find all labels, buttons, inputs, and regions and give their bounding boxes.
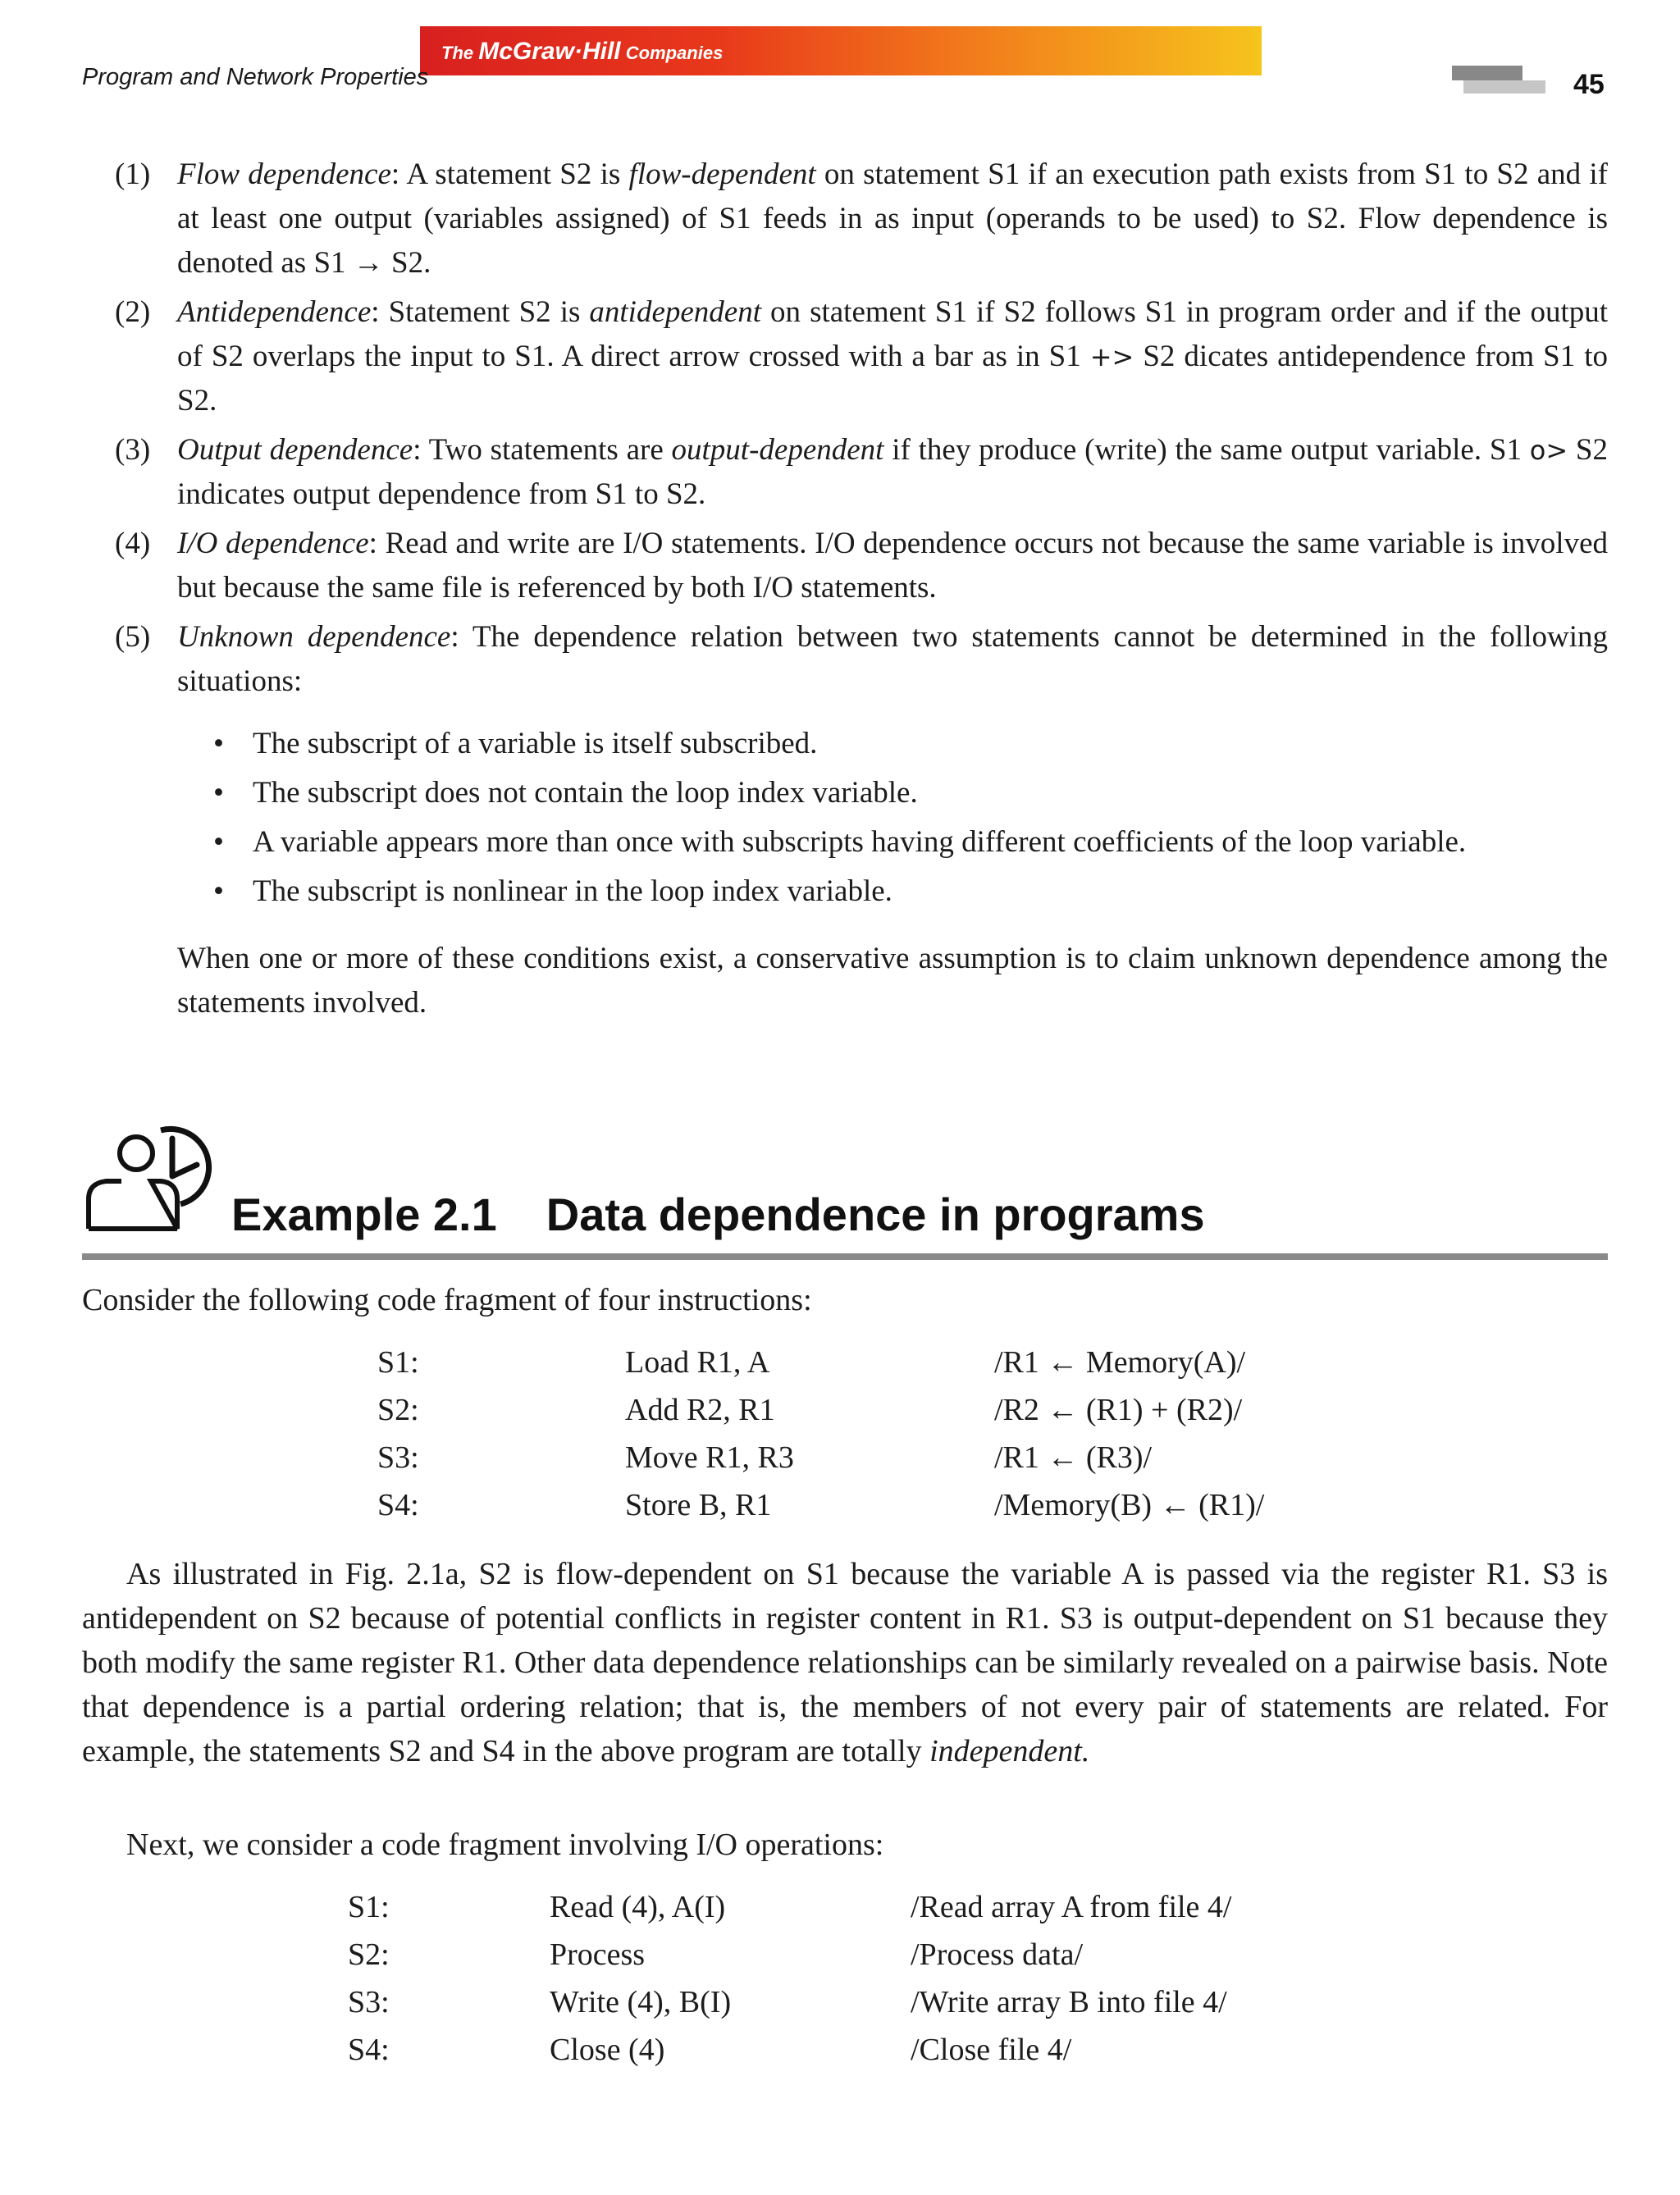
definition-term: Unknown dependence xyxy=(177,620,451,654)
code-comment: /R1 ← (R3)/ xyxy=(994,1440,1153,1475)
instruction: Read (4), A(I) xyxy=(550,1890,726,1924)
statement-label: S4: xyxy=(348,2033,390,2067)
instruction: Write (4), B(I) xyxy=(550,1985,732,2019)
definition-emphasis: flow-dependent xyxy=(628,157,816,191)
closing-paragraph: When one or more of these conditions exist, a conservative assumption is to claim unknown dependence among the statements involved. xyxy=(177,942,1608,1020)
definition-text: : Statement S2 is xyxy=(371,295,590,329)
brand-name: McGraw·Hill xyxy=(478,38,621,65)
definition-text: on statement S1 if an execution path exists from S1 to S2 and if at least one output (variables assigned) of S1 feeds in as input (operands to be used) to S2. Flow dependence is denoted as S1 → S2. xyxy=(177,157,1609,280)
code-row xyxy=(377,1481,1362,1529)
definition-text: S2 indicates output dependence from S1 to S2. xyxy=(177,433,1608,511)
example-number: Example 2.1 xyxy=(231,1189,497,1240)
brand-small: The xyxy=(441,43,474,63)
unknown-dependence-conditions xyxy=(177,722,1608,914)
page-tab-mark xyxy=(1452,66,1555,97)
definition-term: Flow dependence xyxy=(177,157,391,191)
code-row xyxy=(348,2026,1332,2074)
code-fragment-io xyxy=(348,1883,1332,2074)
instruction: Store B, R1 xyxy=(625,1488,772,1522)
example-heading xyxy=(231,1188,1205,1241)
example-divider xyxy=(82,1253,1608,1260)
statement-label: S1: xyxy=(377,1345,419,1380)
list-item-text: The subscript of a variable is itself subscribed. xyxy=(253,727,818,760)
definition-number: (1) xyxy=(115,157,151,191)
definition-number: (5) xyxy=(115,620,151,654)
code-row xyxy=(348,1931,1332,1978)
instruction: Process xyxy=(550,1937,646,1972)
definition-text: : Two statements are xyxy=(413,433,672,467)
definition-flow xyxy=(115,153,1608,285)
code-row xyxy=(348,1978,1332,2026)
brand-suffix: Companies xyxy=(625,43,724,63)
example-title: Data dependence in programs xyxy=(546,1189,1205,1240)
list-item-text: A variable appears more than once with subscripts having different coefficients of the loop variable. xyxy=(253,825,1467,859)
definition-anti xyxy=(115,290,1608,423)
instruction: Add R2, R1 xyxy=(625,1393,775,1427)
list-item-text: The subscript does not contain the loop index variable. xyxy=(253,776,918,810)
code-comment: /Memory(B) ← (R1)/ xyxy=(994,1488,1265,1522)
instruction: Close (4) xyxy=(550,2033,665,2067)
statement-label: S4: xyxy=(377,1488,419,1522)
bullet-glyph: • xyxy=(213,776,224,810)
list-item xyxy=(177,722,1608,766)
statement-label: S2: xyxy=(377,1393,419,1427)
example-person-clock-icon xyxy=(82,1106,221,1237)
code-comment: /Read array A from file 4/ xyxy=(911,1890,1232,1924)
code-comment: /Process data/ xyxy=(911,1937,1084,1972)
definition-text: on statement S1 if S2 follows S1 in program order and if the output of S2 overlaps the input to S1. A direct arrow crossed with a bar as in S1 xyxy=(177,295,1609,373)
explanation-paragraph xyxy=(82,1552,1608,1773)
definition-output xyxy=(115,428,1608,517)
statement-label: S3: xyxy=(348,1985,390,2019)
list-item-text: The subscript is nonlinear in the loop index variable. xyxy=(253,874,892,908)
crossed-arrow-symbol: +> xyxy=(1089,341,1134,372)
statement-label: S3: xyxy=(377,1440,419,1475)
bullet-glyph: • xyxy=(213,825,224,859)
definition-number: (2) xyxy=(115,295,151,329)
definition-text: : The dependence relation between two statements cannot be determined in the following situations: xyxy=(177,620,1608,698)
code-row xyxy=(348,1883,1332,1931)
bullet-glyph: • xyxy=(213,727,224,760)
statement-label: S2: xyxy=(348,1937,390,1972)
code-row xyxy=(377,1339,1362,1386)
definition-io xyxy=(115,522,1608,610)
circle-arrow-symbol: o> xyxy=(1529,435,1568,466)
statement-label: S1: xyxy=(348,1890,390,1924)
definition-text: if they produce (write) the same output variable. S1 xyxy=(883,433,1530,467)
definition-number: (3) xyxy=(115,433,151,467)
code-row xyxy=(377,1386,1362,1434)
publisher-logo-text xyxy=(441,38,723,66)
example-intro: Consider the following code fragment of four instructions: xyxy=(82,1283,812,1317)
running-head: Program and Network Properties xyxy=(82,64,429,90)
definition-text: : Read and write are I/O statements. I/O dependence occurs not because the same variable is involved but because the same file is referenced by both I/O statements. xyxy=(177,527,1608,605)
code-comment: /Close file 4/ xyxy=(911,2033,1072,2067)
list-item xyxy=(177,771,1608,815)
code-fragment-registers xyxy=(377,1339,1362,1529)
code-row xyxy=(377,1434,1362,1481)
dependence-definitions xyxy=(115,153,1608,1025)
page-number: 45 xyxy=(1573,69,1605,100)
instruction: Load R1, A xyxy=(625,1345,770,1380)
code-comment: /Write array B into file 4/ xyxy=(911,1985,1227,2019)
code-comment: /R1 ← Memory(A)/ xyxy=(994,1345,1246,1380)
list-item xyxy=(177,820,1608,865)
definition-term: Output dependence xyxy=(177,433,413,467)
paragraph-emphasis: independent. xyxy=(929,1734,1090,1768)
instruction: Move R1, R3 xyxy=(625,1440,794,1475)
definition-emphasis: antidependent xyxy=(589,295,762,329)
list-item xyxy=(177,869,1608,914)
definition-term: I/O dependence xyxy=(177,527,369,560)
definition-term: Antidependence xyxy=(177,295,372,329)
definition-text: : A statement S2 is xyxy=(390,157,629,191)
next-intro: Next, we consider a code fragment involving I/O operations: xyxy=(126,1828,884,1862)
definition-text: S2 dicates antidependence from S1 to S2. xyxy=(177,340,1608,418)
paragraph-text: As illustrated in Fig. 2.1a, S2 is flow-dependent on S1 because the variable A is passed via the register R1. S3 is antidependent on S2 because of potential conflicts in register content in R1. S3 is output-dependent on S1 because they both modify the same register R1. Other data dependence relationships can be similarly revealed on a pairwise basis. Note that dependence is a partial ordering relation; that is, the members of not every pair of statements are related. For example, the statements S2 and S4 in the above program are totally xyxy=(82,1557,1608,1768)
definition-unknown xyxy=(115,615,1608,704)
publisher-banner xyxy=(420,26,1262,75)
code-comment: /R2 ← (R1) + (R2)/ xyxy=(994,1393,1243,1427)
definition-emphasis: output-dependent xyxy=(671,433,884,467)
bullet-glyph: • xyxy=(213,874,224,908)
definition-number: (4) xyxy=(115,527,151,560)
